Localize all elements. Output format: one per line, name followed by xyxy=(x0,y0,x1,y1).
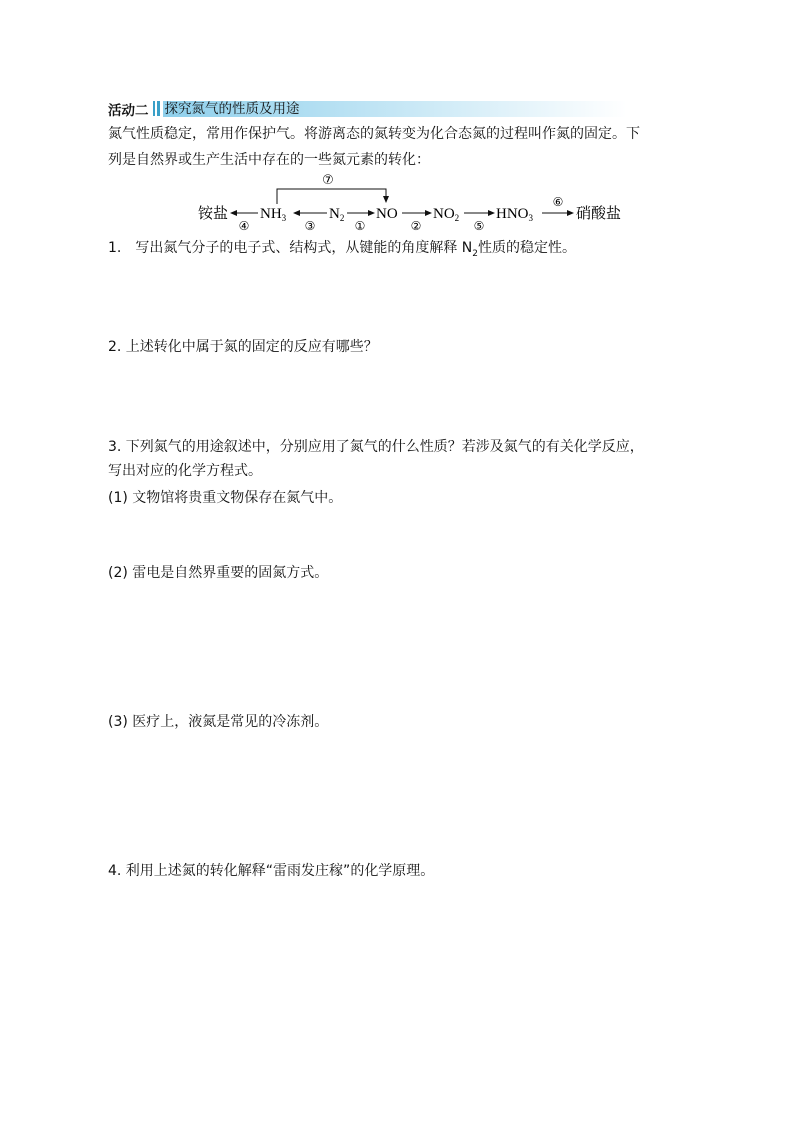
question-2: 2. 上述转化中属于氮的固定的反应有哪些？ xyxy=(108,339,378,355)
step-7-label: ⑦ xyxy=(322,173,334,188)
header-divider-bars xyxy=(153,101,160,116)
question-1: 1. 写出氮气分子的电子式、结构式，从键能的角度解释 $N_2$性质的稳定性。 xyxy=(108,240,577,259)
intro-line-2: 列是自然界或生产生活中存在的一些氮元素的转化： xyxy=(108,152,430,168)
step-4-label: ④ xyxy=(238,219,250,232)
nitrogen-conversion-diagram xyxy=(190,170,640,232)
step-6-label: ⑥ xyxy=(552,195,564,209)
no-label: NO xyxy=(376,206,398,222)
nh3-label: $NH_3$ xyxy=(260,206,287,223)
question-3-line-1: 3. 下列氮气的用途叙述中，分别应用了氮气的什么性质？若涉及氮气的有关化学反应， xyxy=(108,439,644,455)
hno3-label: $HNO_3$ xyxy=(496,206,533,223)
step-1-label: ① xyxy=(354,219,366,232)
no2-label: $NO_2$ xyxy=(433,206,460,223)
question-3-line-2: 写出对应的化学方程式。 xyxy=(108,463,262,479)
question-4: 4. 利用上述氮的转化解释“雷雨发庄稼”的化学原理。 xyxy=(108,863,435,879)
activity-label: 活动二 xyxy=(108,102,149,119)
step-5-label: ⑤ xyxy=(473,219,485,232)
question-3-2: (2) 雷电是自然界重要的固氮方式。 xyxy=(108,565,329,581)
activity-header xyxy=(108,100,627,117)
intro-line-1: 氮气性质稳定，常用作保护气。将游离态的氮转变为化合态氮的过程叫作氮的固定。下 xyxy=(108,126,640,142)
n2-label: $N_2$ xyxy=(329,206,345,223)
activity-title: 探究氮气的性质及用途 xyxy=(163,101,627,117)
arrow-nh3-to-no xyxy=(277,189,386,204)
step-3-label: ③ xyxy=(304,219,316,232)
step-2-label: ② xyxy=(410,219,422,232)
nitrate-label: 硝酸盐 xyxy=(576,204,622,222)
ammonium-salt-label: 铵盐 xyxy=(198,204,229,222)
question-3-3: (3) 医疗上，液氮是常见的冷冻剂。 xyxy=(108,714,329,730)
question-3-1: (1) 文物馆将贵重文物保存在氮气中。 xyxy=(108,490,343,506)
